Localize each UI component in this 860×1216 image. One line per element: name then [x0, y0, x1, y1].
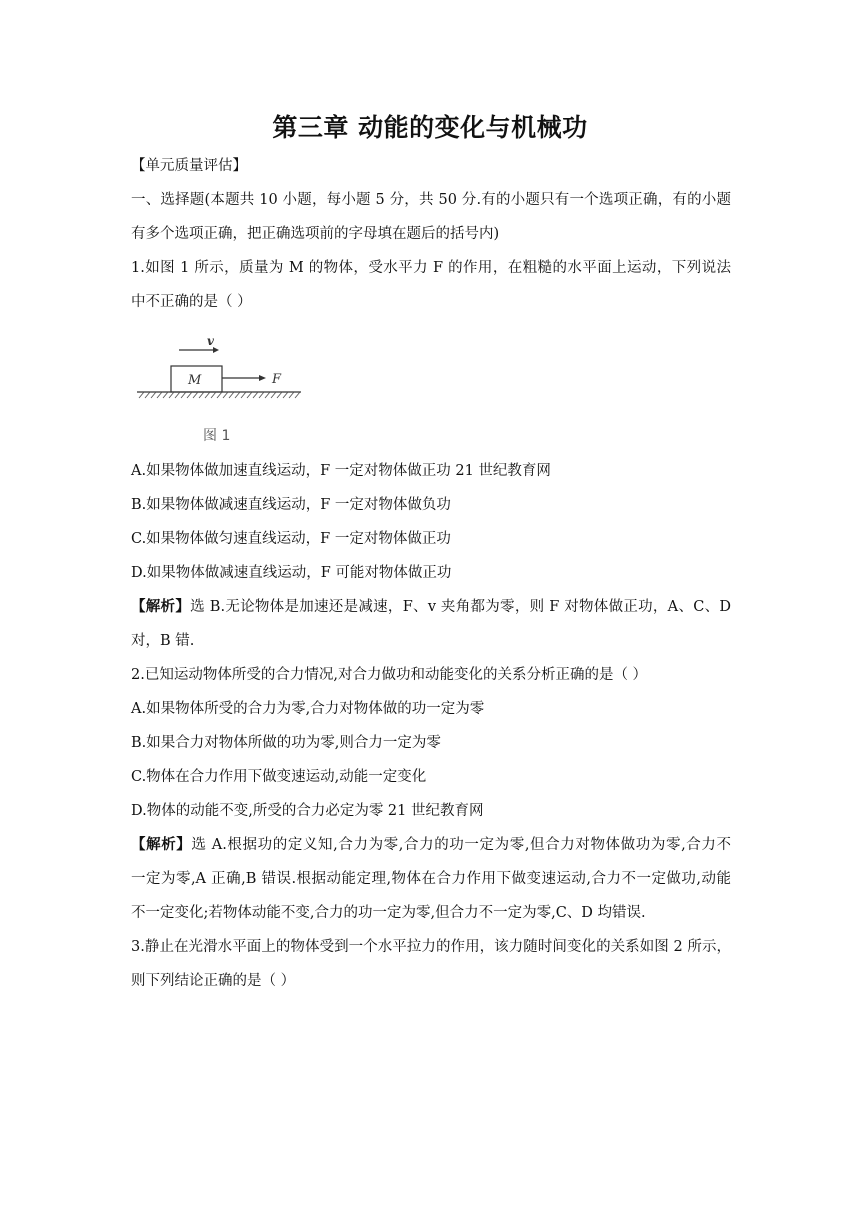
q3-stem-line-2: 则下列结论正确的是（ ）: [131, 973, 296, 989]
q1-stem-line-1: 1.如图 1 所示，质量为 M 的物体，受水平力 F 的作用，在粗糙的水平面上运动，下列说法: [131, 260, 731, 276]
chapter-title: 第三章 动能的变化与机械功: [272, 113, 588, 142]
instructions-line-2: 有多个选项正确，把正确选项前的字母填在题后的括号内): [131, 226, 500, 242]
q2-analysis-label: 【解析】: [131, 836, 192, 853]
q1-option-a: A.如果物体做加速直线运动，F 一定对物体做正功 21 世纪教育网: [131, 463, 551, 479]
q2-option-d: D.物体的动能不变,所受的合力必定为零 21 世纪教育网: [131, 803, 484, 819]
force-label: F: [272, 372, 282, 387]
q1-option-b: B.如果物体做减速直线运动，F 一定对物体做负功: [131, 497, 451, 513]
q1-analysis-label: 【解析】: [131, 598, 191, 615]
q3-stem-line-1: 3.静止在光滑水平面上的物体受到一个水平拉力的作用，该力随时间变化的关系如图 2 所示，: [131, 939, 731, 955]
mass-label: M: [188, 373, 202, 388]
q2-option-b: B.如果合力对物体所做的功为零,则合力一定为零: [131, 735, 441, 751]
velocity-label: v: [207, 334, 214, 348]
section-label: 【单元质量评估】: [131, 158, 247, 174]
figure-caption: 图 1: [203, 428, 231, 444]
q1-figure: [131, 332, 311, 448]
q1-analysis-line-2: 对，B 错.: [131, 633, 195, 649]
q1-analysis-line-1: [131, 597, 731, 617]
instructions-line-1: 一、选择题(本题共 10 小题，每小题 5 分，共 50 分.有的小题只有一个选项正确，有的小题: [131, 192, 731, 208]
block-force-diagram: [131, 332, 311, 448]
q2-option-c: C.物体在合力作用下做变速运动,动能一定变化: [131, 769, 427, 785]
q2-analysis-text: 选 A.根据功的定义知,合力为零,合力的功一定为零,但合力对物体做功为零,合力不: [191, 837, 732, 853]
q2-stem: 2.已知运动物体所受的合力情况,对合力做功和动能变化的关系分析正确的是（ ）: [131, 667, 648, 683]
force-arrowhead: [259, 375, 266, 381]
ground-hatching: [139, 392, 300, 398]
q1-analysis-text: 选 B.无论物体是加速还是减速，F、v 夹角都为零，则 F 对物体做正功，A、C、D: [190, 599, 732, 615]
q2-analysis-line-1: [131, 835, 731, 855]
q2-analysis-line-3: 不一定变化;若物体动能不变,合力的功一定为零,但合力不一定为零,C、D 均错误.: [131, 905, 646, 921]
q1-option-d: D.如果物体做减速直线运动，F 可能对物体做正功: [131, 565, 452, 581]
q2-analysis-line-2: 一定为零,A 正确,B 错误.根据动能定理,物体在合力作用下做变速运动,合力不一定做功,动能: [131, 871, 731, 887]
q1-option-c: C.如果物体做匀速直线运动，F 一定对物体做正功: [131, 531, 451, 547]
q1-stem-line-2: 中不正确的是（ ）: [131, 294, 252, 310]
q2-option-a: A.如果物体所受的合力为零,合力对物体做的功一定为零: [131, 701, 485, 717]
